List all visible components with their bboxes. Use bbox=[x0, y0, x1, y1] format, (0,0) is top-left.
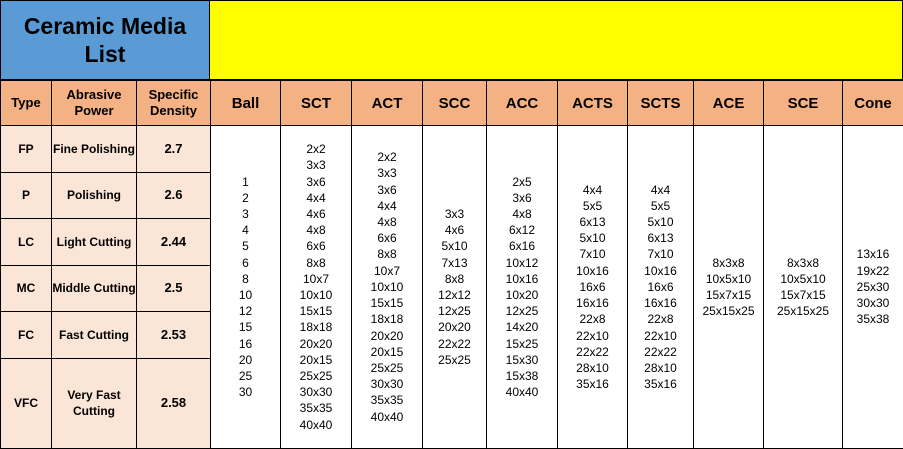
size-entry: 40x40 bbox=[299, 417, 333, 432]
sizes-cone bbox=[843, 126, 903, 449]
power-cell: Very Fast Cutting bbox=[52, 358, 137, 448]
size-entry: 10x5x10 bbox=[780, 271, 826, 286]
power-cell: Polishing bbox=[52, 172, 137, 219]
size-entry: 4x8 bbox=[377, 215, 397, 230]
size-entry: 12x25 bbox=[438, 304, 471, 319]
size-entry: 3x3 bbox=[306, 158, 326, 173]
size-entry: 22x22 bbox=[576, 344, 609, 359]
sizes-scc bbox=[423, 126, 487, 449]
size-entry: 6x13 bbox=[579, 215, 606, 230]
size-entry: 10x16 bbox=[505, 271, 539, 286]
sheet-title: Ceramic Media List bbox=[23, 13, 187, 67]
size-entry: 3x6 bbox=[377, 182, 397, 197]
size-entry: 16x16 bbox=[644, 296, 677, 311]
size-entry: 1 bbox=[242, 174, 249, 189]
size-entry: 8x8 bbox=[306, 255, 326, 270]
sizes-ace bbox=[694, 126, 764, 449]
header-sce: SCE bbox=[764, 81, 843, 126]
size-entry: 6x6 bbox=[377, 231, 397, 246]
size-entry: 22x10 bbox=[644, 328, 677, 343]
size-entry: 10x10 bbox=[299, 288, 333, 302]
size-entry: 35x35 bbox=[299, 401, 333, 416]
type-cell: FC bbox=[1, 312, 52, 359]
size-entry: 8x8 bbox=[377, 247, 397, 262]
size-entry: 13x16 bbox=[856, 247, 890, 262]
size-entry: 5x10 bbox=[647, 215, 674, 230]
size-entry: 2x5 bbox=[512, 174, 532, 189]
size-entry: 16x16 bbox=[576, 296, 609, 311]
media-table bbox=[0, 80, 903, 449]
power-cell: Fine Polishing bbox=[52, 126, 137, 173]
size-entry: 8 bbox=[242, 271, 249, 286]
size-entry: 14x20 bbox=[505, 320, 539, 335]
size-entry: 20x15 bbox=[370, 344, 404, 359]
type-cell: FP bbox=[1, 126, 52, 173]
header-abrasive-power: Abrasive Power bbox=[52, 81, 137, 126]
size-entry: 10x5x10 bbox=[705, 271, 752, 286]
header-acts: ACTS bbox=[558, 81, 628, 126]
size-entry: 20x20 bbox=[438, 320, 471, 335]
size-entry: 19x22 bbox=[856, 263, 890, 278]
density-cell: 2.44 bbox=[137, 219, 211, 266]
size-entry: 35x16 bbox=[576, 377, 609, 392]
size-entry: 6x12 bbox=[508, 223, 536, 238]
size-entry: 5x5 bbox=[650, 198, 671, 213]
size-entry: 4 bbox=[242, 223, 249, 238]
size-entry: 10x7 bbox=[302, 271, 330, 286]
header-row bbox=[1, 81, 903, 126]
header-act: ACT bbox=[352, 81, 423, 126]
size-entry: 15x30 bbox=[505, 352, 539, 367]
sizes-acc bbox=[487, 126, 558, 449]
sizes-scts bbox=[628, 126, 694, 449]
density-cell: 2.53 bbox=[137, 312, 211, 359]
size-entry: 22x22 bbox=[438, 336, 471, 351]
size-entry: 15 bbox=[238, 320, 253, 335]
type-cell: LC bbox=[1, 219, 52, 266]
size-entry: 25 bbox=[238, 369, 253, 384]
size-entry: 25x25 bbox=[299, 369, 333, 384]
size-entry: 5x5 bbox=[582, 198, 603, 213]
size-entry: 18x18 bbox=[299, 320, 333, 335]
size-entry: 22x8 bbox=[579, 312, 606, 327]
size-entry: 18x18 bbox=[370, 312, 404, 327]
size-entry: 22x10 bbox=[576, 328, 609, 343]
size-entry: 4x6 bbox=[306, 206, 326, 221]
header-cone: Cone bbox=[843, 81, 903, 126]
type-cell: MC bbox=[1, 265, 52, 312]
density-cell: 2.6 bbox=[137, 172, 211, 219]
density-cell: 2.58 bbox=[137, 358, 211, 448]
size-entry: 30x30 bbox=[370, 377, 404, 392]
size-entry: 15x15 bbox=[299, 304, 333, 319]
sizes-sct bbox=[281, 126, 352, 449]
header-scc: SCC bbox=[423, 81, 487, 126]
size-entry: 25x30 bbox=[856, 279, 890, 294]
size-entry: 4x4 bbox=[377, 198, 397, 213]
size-entry: 35x16 bbox=[644, 377, 677, 392]
size-entry: 4x8 bbox=[512, 206, 532, 221]
type-cell: VFC bbox=[1, 358, 52, 448]
header-scts: SCTS bbox=[628, 81, 694, 126]
size-entry: 3x3 bbox=[444, 206, 465, 221]
size-entry: 12 bbox=[238, 304, 253, 319]
size-entry: 8x3x8 bbox=[786, 255, 820, 270]
size-entry: 10x12 bbox=[505, 255, 539, 270]
size-entry: 35x38 bbox=[856, 312, 890, 327]
size-entry: 6x16 bbox=[508, 239, 536, 254]
size-entry: 28x10 bbox=[576, 360, 609, 375]
size-entry: 10 bbox=[238, 288, 253, 302]
size-entry: 3x6 bbox=[306, 174, 326, 189]
size-entry: 25x25 bbox=[438, 352, 471, 367]
size-entry: 25x15x25 bbox=[776, 304, 830, 319]
type-cell: P bbox=[1, 172, 52, 219]
density-cell: 2.5 bbox=[137, 265, 211, 312]
size-entry: 40x40 bbox=[505, 385, 539, 400]
size-entry: 16 bbox=[238, 336, 253, 351]
size-entry: 4x4 bbox=[306, 190, 326, 205]
sheet-title-cell bbox=[0, 0, 210, 80]
size-entry: 15x7x15 bbox=[705, 288, 752, 302]
size-entry: 6x6 bbox=[306, 239, 326, 254]
size-entry: 30 bbox=[238, 385, 253, 400]
size-entry: 7x10 bbox=[579, 247, 606, 262]
header-acc: ACC bbox=[487, 81, 558, 126]
size-entry: 30x30 bbox=[299, 385, 333, 400]
size-entry: 10x7 bbox=[373, 263, 401, 278]
size-entry: 2x2 bbox=[377, 150, 397, 165]
size-entry: 22x22 bbox=[644, 344, 677, 359]
size-entry: 7x13 bbox=[441, 255, 468, 270]
size-entry: 6x13 bbox=[647, 231, 674, 246]
size-entry: 20x15 bbox=[299, 352, 333, 367]
sizes-ball bbox=[211, 126, 281, 449]
size-entry: 10x16 bbox=[644, 263, 677, 278]
size-entry: 5x10 bbox=[441, 239, 468, 254]
size-entry: 28x10 bbox=[644, 360, 677, 375]
header-ace: ACE bbox=[694, 81, 764, 126]
size-entry: 8x8 bbox=[444, 271, 465, 286]
size-entry: 15x38 bbox=[505, 369, 539, 384]
table-row bbox=[1, 126, 903, 173]
size-entry: 20x20 bbox=[299, 336, 333, 351]
size-entry: 20x20 bbox=[370, 328, 404, 343]
sizes-sce bbox=[764, 126, 843, 449]
size-entry: 30x30 bbox=[856, 296, 890, 311]
size-entry: 8x3x8 bbox=[712, 255, 745, 270]
power-cell: Middle Cutting bbox=[52, 265, 137, 312]
size-entry: 15x7x15 bbox=[780, 288, 826, 302]
density-cell: 2.7 bbox=[137, 126, 211, 173]
size-entry: 4x4 bbox=[582, 182, 603, 197]
size-entry: 16x6 bbox=[579, 279, 606, 294]
size-entry: 3x3 bbox=[377, 166, 397, 181]
size-entry: 10x10 bbox=[370, 279, 404, 294]
size-entry: 6 bbox=[242, 255, 249, 270]
size-entry: 5x10 bbox=[579, 231, 606, 246]
size-entry: 2x2 bbox=[306, 142, 326, 157]
size-entry: 3 bbox=[242, 206, 249, 221]
size-entry: 22x8 bbox=[647, 312, 674, 327]
size-entry: 20 bbox=[238, 352, 253, 367]
size-entry: 35x35 bbox=[370, 393, 404, 408]
sizes-acts bbox=[558, 126, 628, 449]
header-ball: Ball bbox=[211, 81, 281, 126]
size-entry: 25x25 bbox=[370, 360, 404, 375]
header-sct: SCT bbox=[281, 81, 352, 126]
sizes-act bbox=[352, 126, 423, 449]
size-entry: 40x40 bbox=[370, 409, 404, 424]
size-entry: 15x15 bbox=[370, 296, 404, 311]
size-entry: 4x6 bbox=[444, 223, 465, 238]
size-entry: 10x20 bbox=[505, 288, 539, 302]
size-entry: 3x6 bbox=[512, 190, 532, 205]
power-cell: Light Cutting bbox=[52, 219, 137, 266]
size-entry: 25x15x25 bbox=[702, 304, 755, 319]
yellow-banner bbox=[210, 0, 903, 80]
size-entry: 16x6 bbox=[647, 279, 674, 294]
header-specific-density: Specific Density bbox=[137, 81, 211, 126]
size-entry: 7x10 bbox=[647, 247, 674, 262]
size-entry: 12x25 bbox=[505, 304, 539, 319]
size-entry: 15x25 bbox=[505, 336, 539, 351]
header-type: Type bbox=[1, 81, 52, 126]
size-entry: 10x16 bbox=[576, 263, 609, 278]
size-entry: 2 bbox=[242, 190, 249, 205]
size-entry: 4x4 bbox=[650, 182, 671, 197]
size-entry: 12x12 bbox=[438, 288, 471, 302]
power-cell: Fast Cutting bbox=[52, 312, 137, 359]
size-entry: 5 bbox=[242, 239, 249, 254]
size-entry: 4x8 bbox=[306, 223, 326, 238]
